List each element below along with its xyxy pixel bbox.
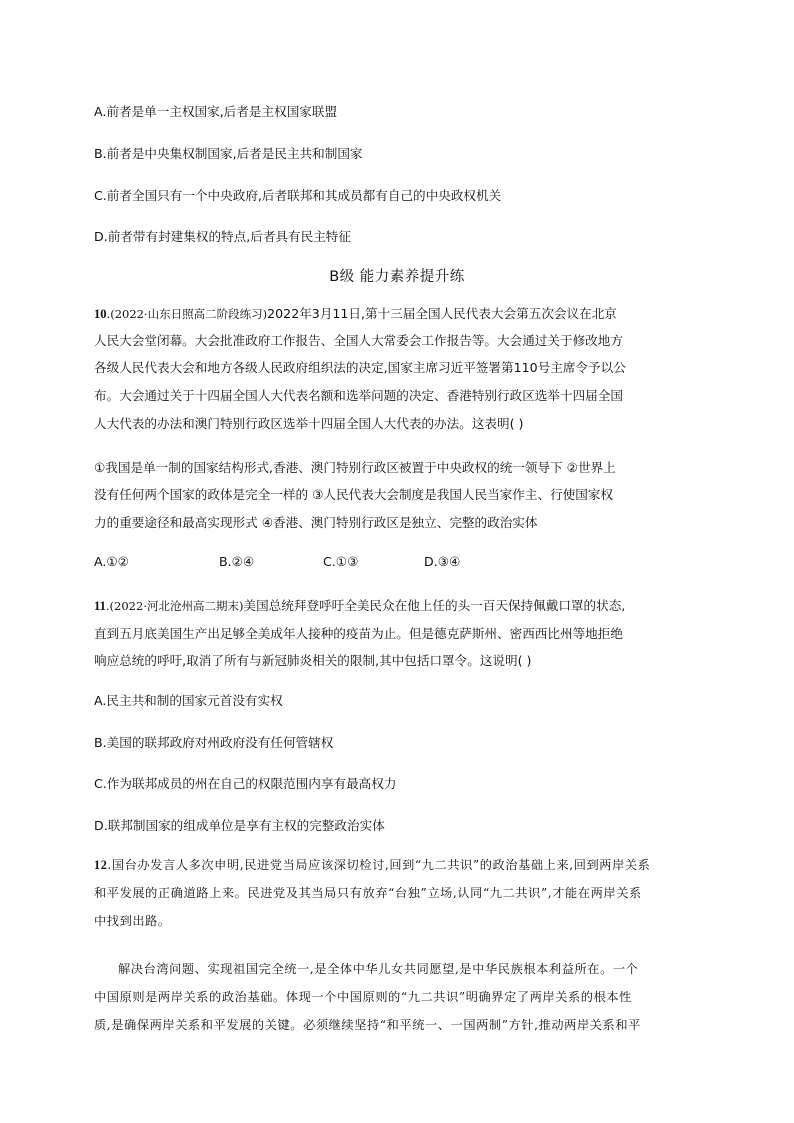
q10-statement-3: 力的重要途径和最高实现形式 ④香港、澳门特别行政区是独立、完整的政治实体 <box>94 515 538 530</box>
q11-number: 11 <box>94 599 106 613</box>
q10-line-1 <box>94 306 617 322</box>
q11-line-2: 直到五月底美国生产出足够全美成年人接种的疫苗为止。但是德克萨斯州、密西西比州等地拒绝 <box>94 626 623 641</box>
q11-line-3: 响应总统的呼吁,取消了所有与新冠肺炎相关的限制,其中包括口罩令。这说明( ) <box>94 653 532 668</box>
q10-choice-b: B.②④ <box>219 554 255 569</box>
q12-number: 12 <box>94 858 108 872</box>
q10-statement-1: ①我国是单一制的国家结构形式,香港、澳门特别行政区被置于中央政权的统一领导下 ②世界上 <box>94 460 616 475</box>
section-title: B级 能力素养提升练 <box>329 269 465 285</box>
q10-choice-a: A.①② <box>94 554 129 569</box>
q10-line-3: 各级人民代表大会和地方各级人民政府组织法的决定,国家主席习近平签署第110号主席令予以公 <box>94 360 626 375</box>
q10-number: 10 <box>94 307 107 321</box>
q10-line-4: 布。大会通过关于十四届全国人大代表名额和选举问题的决定、香港特别行政区选举十四届全国 <box>94 388 623 403</box>
q10-text-1: 2022年3月11日,第十三届全国人民代表大会第五次会议在北京 <box>267 306 617 321</box>
q10-statement-2: 没有任何两个国家的政体是完全一样的 ③人民代表大会制度是我国人民当家作主、行使国家权 <box>94 487 614 502</box>
q12-line-1 <box>94 857 650 873</box>
q10-choice-d: D.③④ <box>424 554 461 569</box>
q11-text-1: 美国总统拜登呼吁全美民众在他上任的头一百天保持佩戴口罩的状态, <box>243 598 626 613</box>
q11-option-c: C.作为联邦成员的州在自己的权限范围内享有最高权力 <box>94 776 397 791</box>
q9-option-b: B.前者是中央集权制国家,后者是民主共和制国家 <box>94 146 363 161</box>
q9-option-a: A.前者是单一主权国家,后者是主权国家联盟 <box>94 104 338 119</box>
q11-line-1 <box>94 598 625 614</box>
q9-option-c: C.前者全国只有一个中央政府,后者联邦和其成员都有自己的中央政权机关 <box>94 188 502 203</box>
q10-line-2: 人民大会堂闭幕。大会批准政府工作报告、全国人大常委会工作报告等。大会通过关于修改地方 <box>94 333 623 348</box>
q12-paragraph-line-2: 中国原则是两岸关系的政治基础。体现一个中国原则的“九二共识”明确界定了两岸关系的根本性 <box>94 990 632 1004</box>
q10-line-5: 人大代表的办法和澳门特别行政区选举十四届全国人大代表的办法。这表明( ) <box>94 416 524 431</box>
q10-choice-c: C.①③ <box>323 554 359 569</box>
q12-text-1: .国台办发言人多次申明,民进党当局应该深切检讨,回到“九二共识”的政治基础上来,回到两岸关系 <box>107 858 651 872</box>
q12-paragraph-line-3: 质,是确保两岸关系和平发展的关键。必须继续坚持“和平统一、一国两制”方针,推动两岸关系和平 <box>94 1018 641 1032</box>
q12-line-2: 和平发展的正确道路上来。民进党及其当局只有放弃“台独”立场,认同“九二共识”,才能在两岸关系 <box>94 886 642 900</box>
q12-line-3: 中找到出路。 <box>94 914 171 928</box>
q9-option-d: D.前者带有封建集权的特点,后者具有民主特征 <box>94 229 351 244</box>
q12-paragraph-line-1: 解决台湾问题、实现祖国完全统一,是全体中华儿女共同愿望,是中华民族根本利益所在。一个 <box>118 962 639 976</box>
q11-option-a: A.民主共和制的国家元首没有实权 <box>94 693 283 708</box>
q11-source: .(2022·河北沧州高二期末) <box>105 599 244 613</box>
q10-source: .(2022·山东日照高二阶段练习) <box>106 307 268 321</box>
q11-option-d: D.联邦制国家的组成单位是享有主权的完整政治实体 <box>94 818 385 833</box>
q11-option-b: B.美国的联邦政府对州政府没有任何管辖权 <box>94 735 334 750</box>
